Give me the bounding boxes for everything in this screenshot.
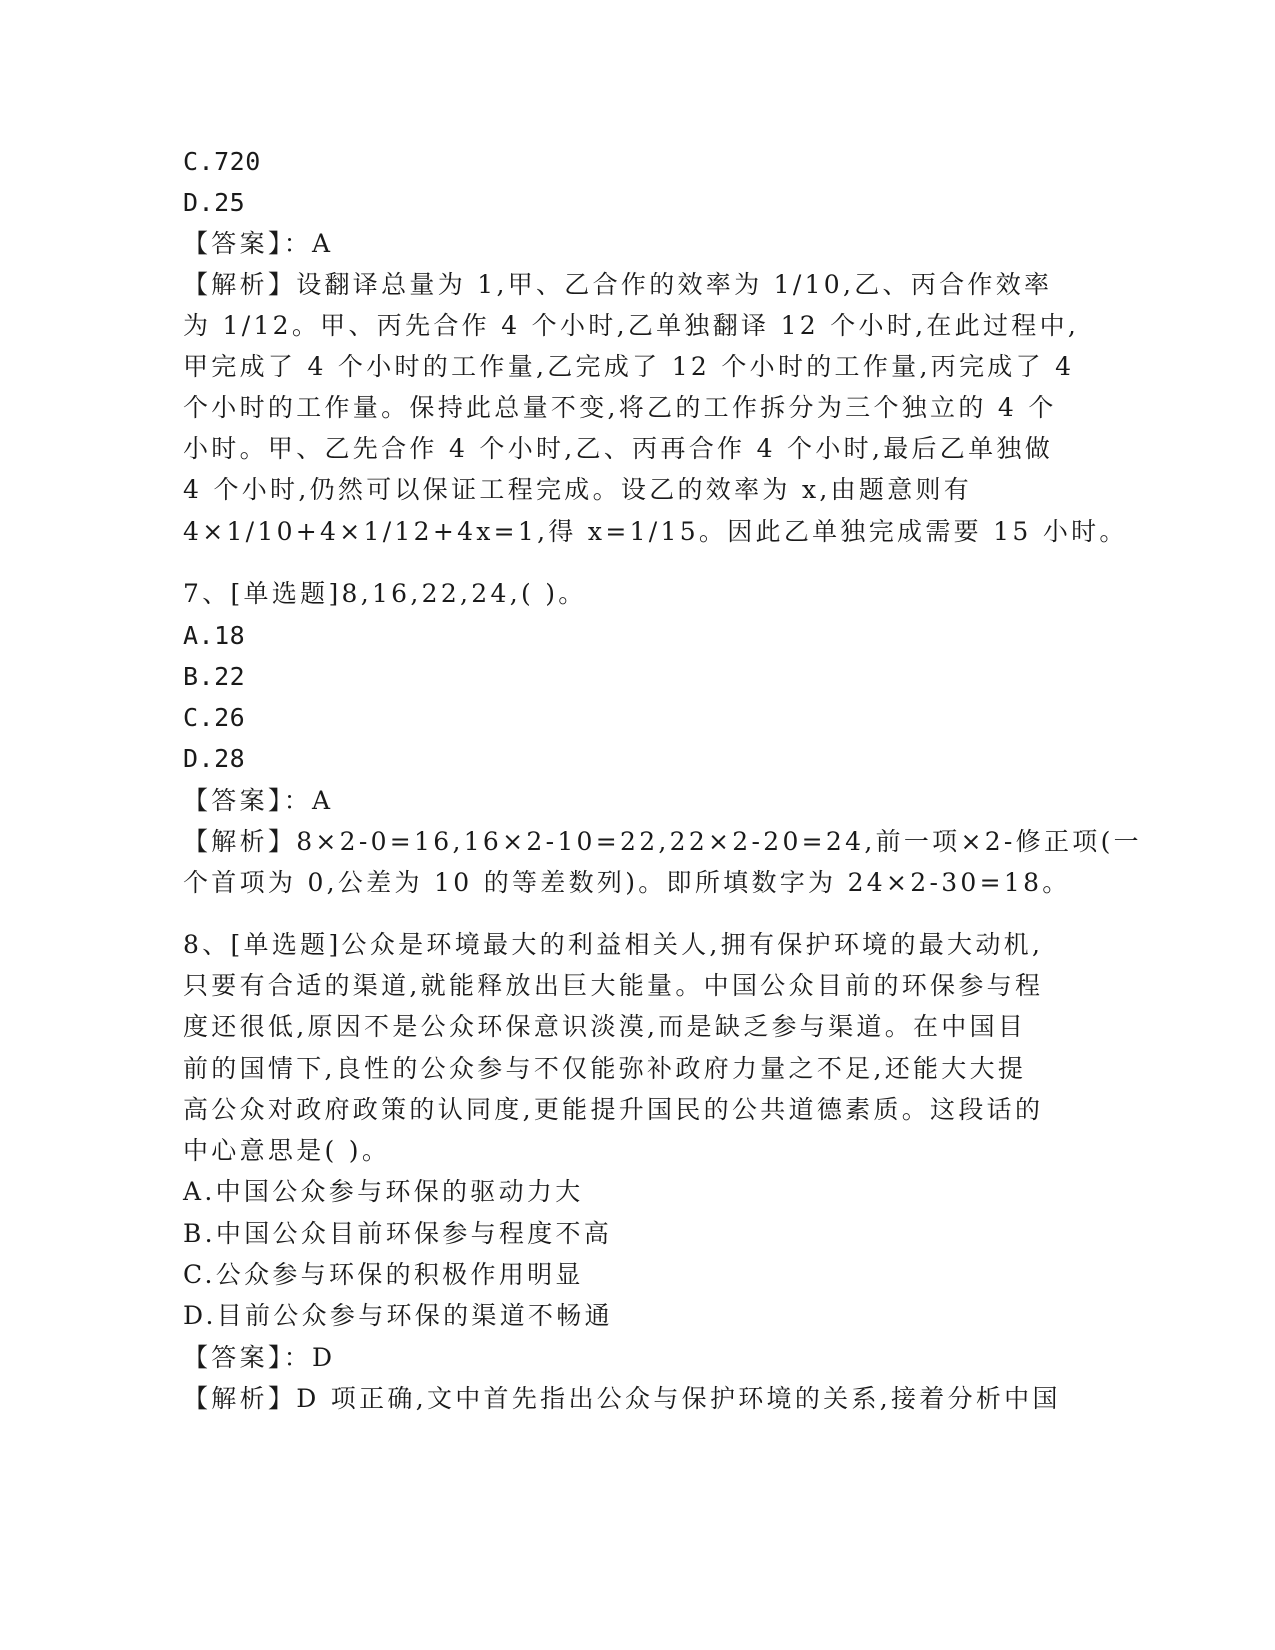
answer-line: 【答案】：A: [183, 786, 334, 815]
answer-line: 【答案】：A: [183, 229, 334, 258]
analysis-line: 【解析】设翻译总量为 1,甲、乙合作的效率为 1/10,乙、丙合作效率: [183, 270, 1053, 299]
option-d: D.目前公众参与环保的渠道不畅通: [183, 1301, 613, 1330]
analysis-line: 4 个小时,仍然可以保证工程完成。设乙的效率为 x,由题意则有: [183, 475, 973, 504]
question-stem-line: 度还很低,原因不是公众环保意识淡漠,而是缺乏参与渠道。在中国目: [183, 1012, 1027, 1041]
analysis-line: 个首项为 0,公差为 10 的等差数列)。即所填数字为 24×2-30=18。: [183, 868, 1071, 897]
analysis-line: 【解析】D 项正确,文中首先指出公众与保护环境的关系,接着分析中国: [183, 1384, 1061, 1413]
option-d: D.28: [183, 744, 246, 773]
question-stem-line: 前的国情下,良性的公众参与不仅能弥补政府力量之不足,还能大大提: [183, 1054, 1027, 1083]
analysis-line: 小时。甲、乙先合作 4 个小时,乙、丙再合作 4 个小时,最后乙单独做: [183, 434, 1053, 463]
question-stem-line: 高公众对政府政策的认同度,更能提升国民的公共道德素质。这段话的: [183, 1095, 1044, 1124]
question-stem-line: 8、[单选题]公众是环境最大的利益相关人,拥有保护环境的最大动机,: [183, 930, 1044, 959]
analysis-line: 甲完成了 4 个小时的工作量,乙完成了 12 个小时的工作量,丙完成了 4: [183, 352, 1075, 381]
option-c: C.720: [183, 147, 261, 176]
question-stem: 7、[单选题]8,16,22,24,( )。: [183, 579, 587, 608]
analysis-line: 为 1/12。甲、丙先合作 4 个小时,乙单独翻译 12 个小时,在此过程中,: [183, 311, 1080, 340]
option-b: B.中国公众目前环保参与程度不高: [183, 1219, 613, 1248]
option-c: C.公众参与环保的积极作用明显: [183, 1260, 584, 1289]
option-b: B.22: [183, 662, 246, 691]
option-c: C.26: [183, 703, 246, 732]
question-stem-line: 只要有合适的渠道,就能释放出巨大能量。中国公众目前的环保参与程: [183, 971, 1044, 1000]
analysis-line: 4×1/10+4×1/12+4x=1,得 x=1/15。因此乙单独完成需要 15 小时。: [183, 517, 1128, 546]
analysis-line: 个小时的工作量。保持此总量不变,将乙的工作拆分为三个独立的 4 个: [183, 393, 1057, 422]
option-a: A.18: [183, 621, 246, 650]
option-a: A.中国公众参与环保的驱动力大: [183, 1177, 584, 1206]
question-stem-line: 中心意思是( )。: [183, 1136, 391, 1165]
analysis-line: 【解析】8×2-0=16,16×2-10=22,22×2-20=24,前一项×2-修正项(一: [183, 827, 1142, 856]
answer-line: 【答案】：D: [183, 1343, 336, 1372]
option-d: D.25: [183, 188, 246, 217]
